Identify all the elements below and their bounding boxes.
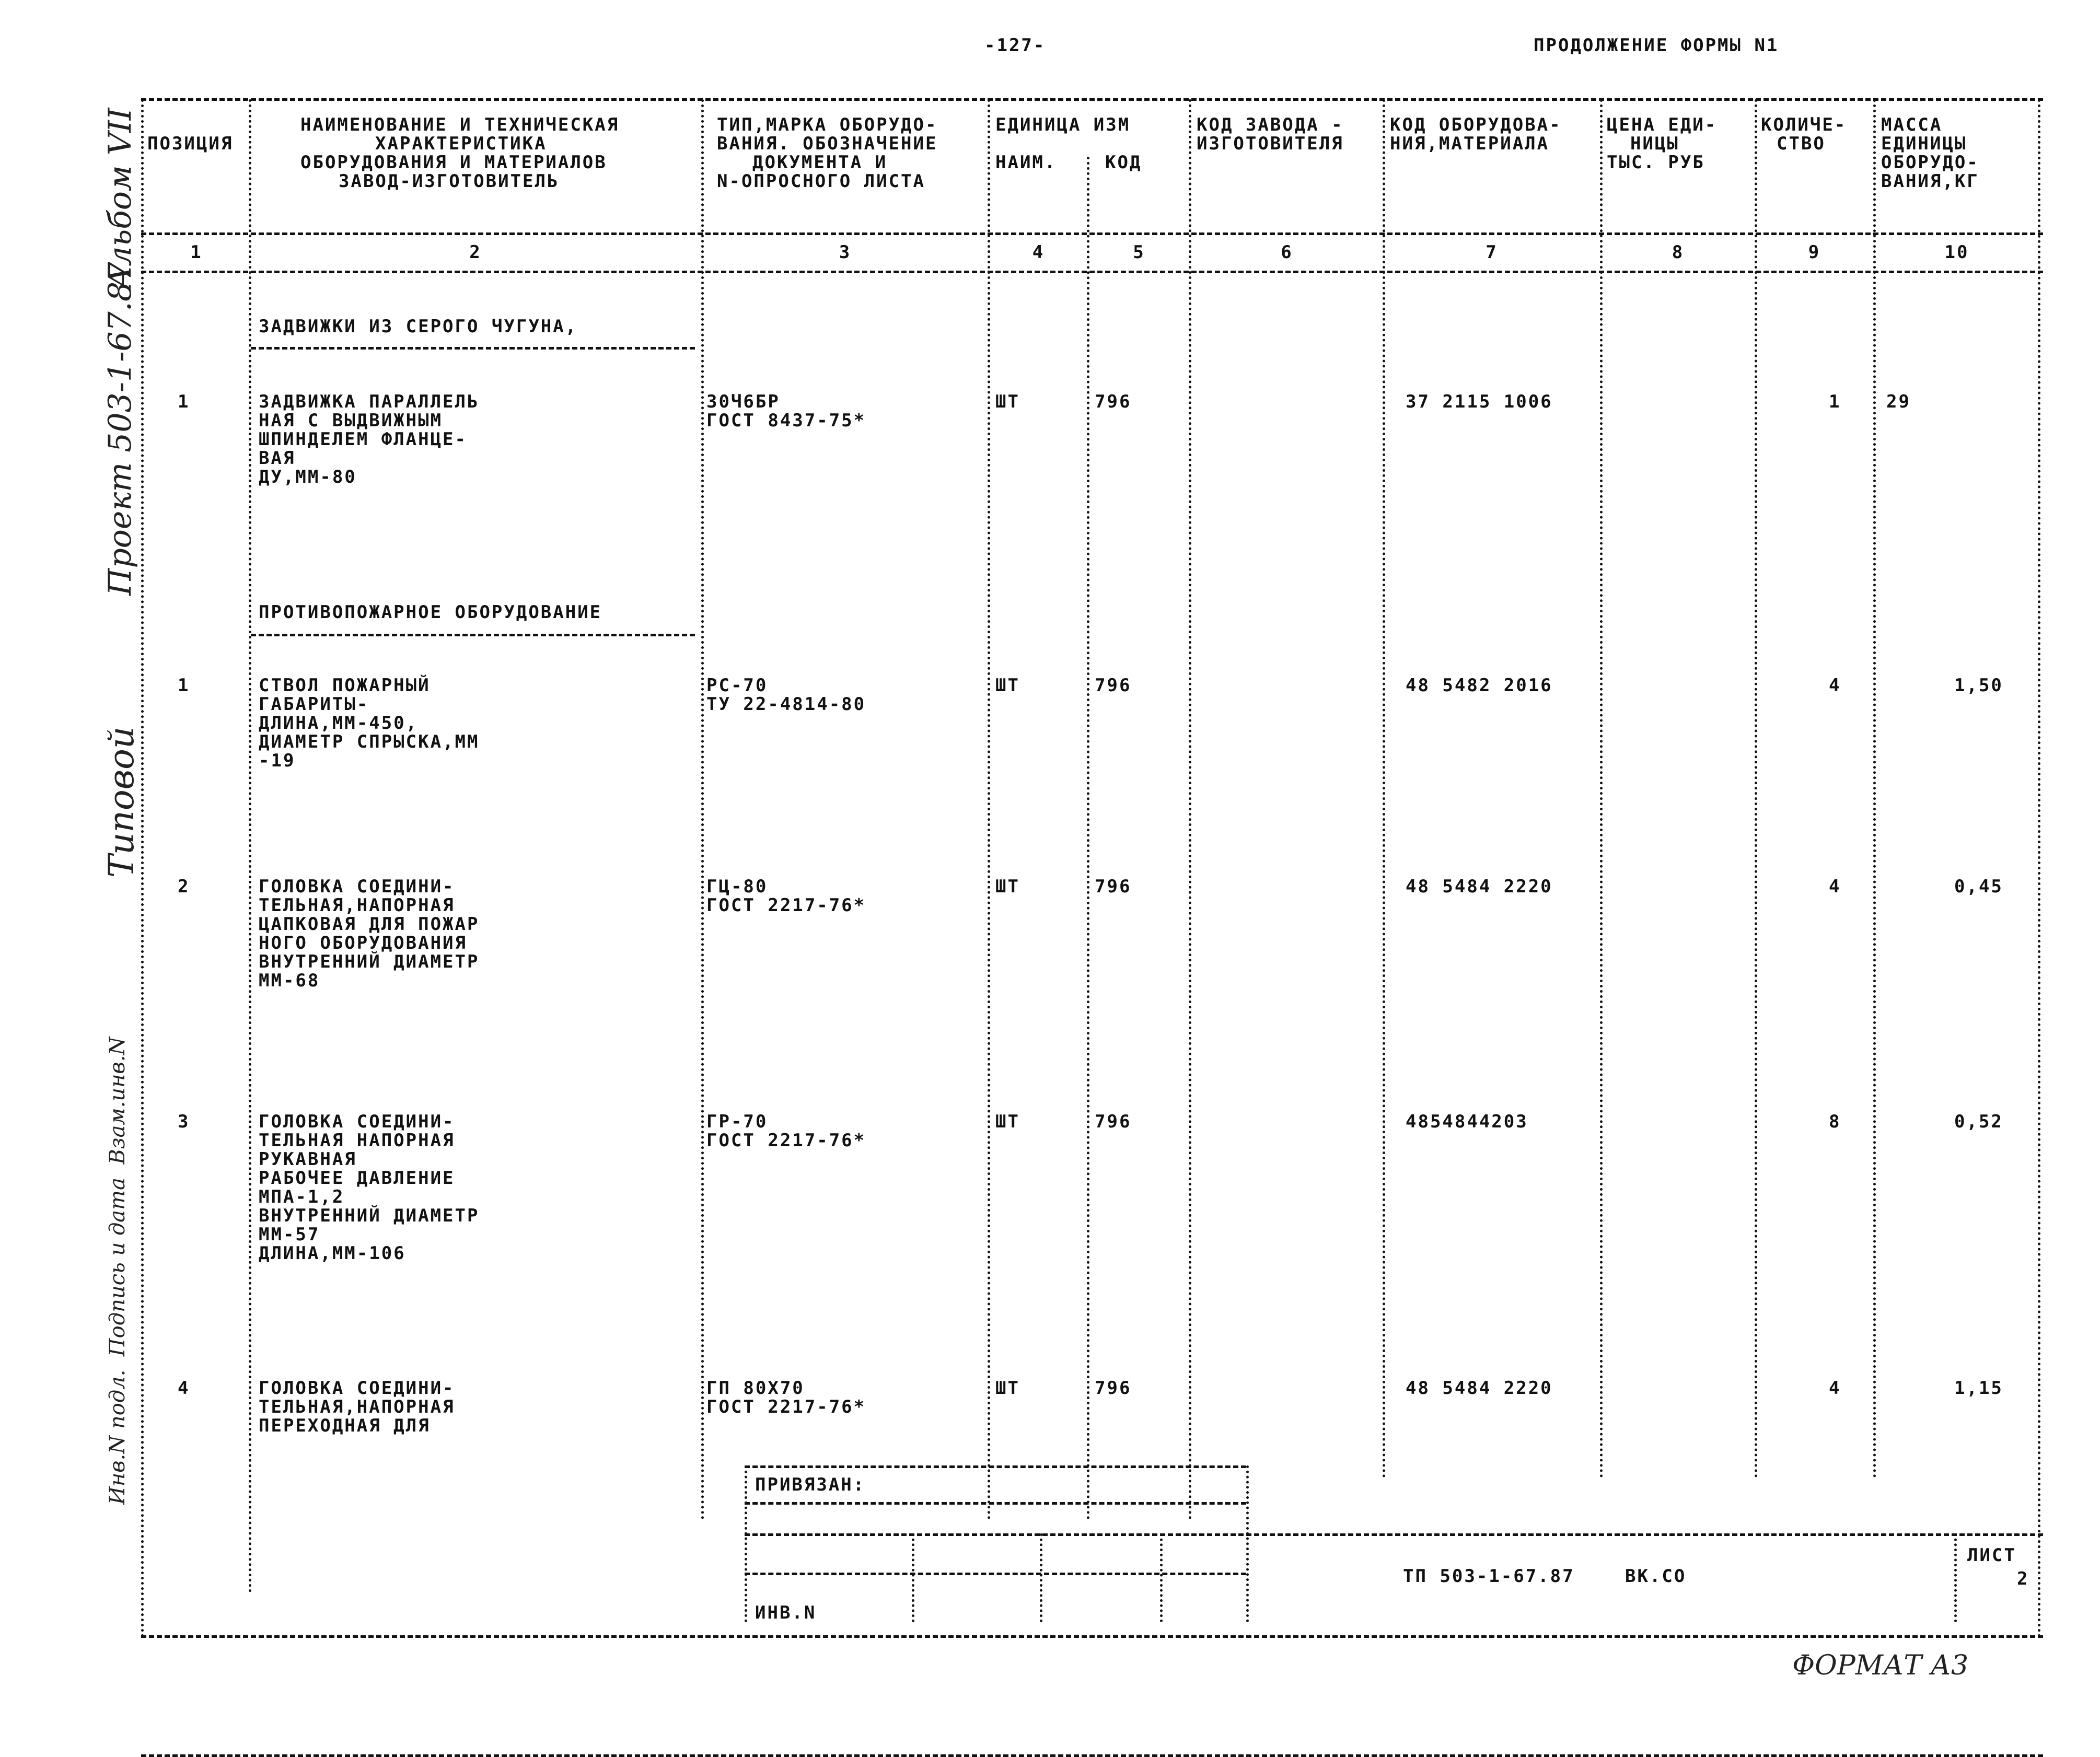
item-type: ГП 80X70 [706,1378,805,1399]
item-quantity: 4 [1829,675,1841,696]
item-quantity: 8 [1829,1111,1841,1132]
signature-stamp-labels: Инв.N подл. Подпись и дата Взам.инв.N [106,1037,130,1505]
sheet-box-border [1954,1533,1957,1622]
privyazan-label: ПРИВЯЗАН: [755,1474,866,1495]
item-quantity: 4 [1829,1378,1841,1399]
item-name-line: ГОЛОВКА СОЕДИНИ- [259,1111,455,1132]
item-name-line: ВНУТРЕННИЙ ДИАМЕТР [259,1205,480,1226]
item-equipment-code: 37 2115 1006 [1406,391,1553,412]
col-number-4: 4 [1032,242,1045,263]
col-line-7 [1600,99,1603,1479]
header-col3-line1: ТИП,МАРКА ОБОРУДО- [717,114,938,135]
section-title-valves: ЗАДВИЖКИ ИЗ СЕРОГО ЧУГУНА, [259,316,578,337]
stamp-col [912,1533,914,1622]
item-name-line: ГАБАРИТЫ- [259,694,369,715]
col-number-5: 5 [1133,242,1145,263]
col-line-right [2038,99,2040,1638]
header-col9-line2: СТВО [1777,133,1826,154]
item-type: РС-70 [706,675,768,696]
col-number-7: 7 [1486,242,1498,263]
header-col1: ПОЗИЦИЯ [147,133,234,154]
number-row-border [141,271,2043,273]
header-bottom-border [141,232,2043,235]
item-name-line: РУКАВНАЯ [259,1149,357,1170]
stamp-col [1040,1533,1042,1622]
item-name-line: ВНУТРЕННИЙ ДИАМЕТР [259,951,480,972]
header-col3-line3: ДОКУМЕНТА И [752,152,888,173]
item-mass: 1,50 [1954,675,2003,696]
item-name-line: НОГО ОБОРУДОВАНИЯ [259,933,467,953]
col-line-3 [988,99,990,1520]
header-unit-name: НАИМ. [995,152,1057,173]
col-line-left [141,99,144,1638]
col-number-6: 6 [1281,242,1293,263]
header-col8-line2: НИЦЫ [1630,133,1679,154]
header-col10-line3: ОБОРУДО- [1881,152,1979,173]
item-position: 4 [178,1378,190,1399]
item-unit: ШТ [995,1111,1020,1132]
stamp-left-border [745,1465,747,1622]
item-position: 1 [178,391,190,412]
col-line-8 [1755,99,1757,1479]
stamp-top-border [745,1465,1246,1468]
item-unit-code: 796 [1095,1378,1132,1399]
item-type-standard: ТУ 22-4814-80 [706,694,866,715]
header-col2-line4: ЗАВОД-ИЗГОТОВИТЕЛЬ [339,171,560,192]
item-unit-code: 796 [1095,876,1132,897]
header-unit-code: КОД [1105,152,1142,173]
header-col2-line1: НАИМЕНОВАНИЕ И ТЕХНИЧЕСКАЯ [300,114,620,135]
header-unit: ЕДИНИЦА ИЗМ [995,114,1131,135]
item-name-line: ТЕЛЬНАЯ НАПОРНАЯ [259,1130,455,1151]
stamp-line [745,1573,1246,1575]
typical-label: Типовой [101,726,142,878]
item-name-line: СТВОЛ ПОЖАРНЫЙ [259,675,431,696]
header-col7-line1: КОД ОБОРУДОВА- [1390,114,1562,135]
item-type: ГЦ-80 [706,876,768,897]
table-bottom-border [141,1754,2043,1757]
item-name-line: ШПИНДЕЛЕМ ФЛАНЦЕ- [259,429,467,450]
col-number-3: 3 [839,242,852,263]
item-name-line: ДЛИНА,ММ-106 [259,1243,406,1264]
col-number-9: 9 [1808,242,1821,263]
item-name-line: ГОЛОВКА СОЕДИНИ- [259,876,455,897]
item-unit: ШТ [995,675,1020,696]
item-name-line: ЗАДВИЖКА ПАРАЛЛЕЛЬ [259,391,480,412]
album-label: Альбом VII [102,108,138,290]
item-equipment-code: 48 5482 2016 [1406,675,1553,696]
header-col2-line3: ОБОРУДОВАНИЯ И МАТЕРИАЛОВ [300,152,607,173]
item-name-line: ДУ,ММ-80 [259,467,357,487]
item-name-line: НАЯ С ВЫДВИЖНЫМ [259,410,443,431]
item-name-line: ДЛИНА,ММ-450, [259,713,419,734]
item-unit-code: 796 [1095,391,1132,412]
item-type-standard: ГОСТ 2217-76* [706,895,866,916]
stamp-col [1160,1533,1163,1622]
item-position: 2 [178,876,190,897]
item-unit-code: 796 [1095,675,1132,696]
item-quantity: 4 [1829,876,1841,897]
item-type-standard: ГОСТ 2217-76* [706,1130,866,1151]
sheet-label: ЛИСТ [1967,1545,2016,1566]
stamp-line [745,1502,1246,1505]
project-label: Проект 503-1-67.87 [102,261,138,596]
item-equipment-code: 4854844203 [1406,1111,1528,1132]
item-name-line: -19 [259,750,296,771]
header-col6-line1: КОД ЗАВОДА - [1197,114,1344,135]
item-quantity: 1 [1829,391,1841,412]
header-col9-line1: КОЛИЧЕ- [1761,114,1847,135]
item-unit-code: 796 [1095,1111,1132,1132]
col-line-1 [249,99,251,1593]
item-name-line: ММ-68 [259,970,320,991]
header-col3-line4: N-ОПРОСНОГО ЛИСТА [717,171,925,192]
header-col8-line1: ЦЕНА ЕДИ- [1607,114,1718,135]
header-col3-line2: ВАНИЯ. ОБОЗНАЧЕНИЕ [717,133,938,154]
item-position: 3 [178,1111,190,1132]
document-code: ТП 503-1-67.87 [1403,1566,1575,1587]
item-name-line: ЦАПКОВАЯ ДЛЯ ПОЖАР [259,914,480,935]
sheet-bottom-border [141,1635,2043,1638]
inv-label: ИНВ.N [755,1602,817,1623]
item-mass: 0,52 [1954,1111,2003,1132]
section2-underline [251,634,695,636]
item-name-line: ТЕЛЬНАЯ,НАПОРНАЯ [259,895,455,916]
table-top-border [141,98,2043,101]
header-col2-line2: ХАРАКТЕРИСТИКА [375,133,547,154]
item-unit: ШТ [995,876,1020,897]
page-number: -127- [984,35,1046,56]
item-type-standard: ГОСТ 2217-76* [706,1397,866,1417]
item-unit: ШТ [995,1378,1020,1399]
item-equipment-code: 48 5484 2220 [1406,876,1553,897]
col-line-5 [1189,99,1191,1520]
header-col10-line4: ВАНИЯ,КГ [1881,171,1979,192]
item-name-line: МПА-1,2 [259,1186,345,1207]
col-number-8: 8 [1672,242,1685,263]
col-line-9 [1873,99,1876,1479]
paper-format: ФОРМАТ А3 [1792,1650,1969,1681]
header-col6-line2: ИЗГОТОВИТЕЛЯ [1197,133,1344,154]
sheet-number: 2 [2017,1568,2029,1589]
item-mass: 0,45 [1954,876,2003,897]
col-number-10: 10 [1944,242,1969,263]
stamp-wide-line [745,1533,2043,1536]
document-suffix: ВК.СО [1625,1566,1687,1587]
header-col8-line3: ТЫС. РУБ [1607,152,1705,173]
header-col10-line1: МАССА [1881,114,1943,135]
item-type-standard: ГОСТ 8437-75* [706,410,866,431]
item-name-line: ММ-57 [259,1224,320,1245]
section-title-fire-equipment: ПРОТИВОПОЖАРНОЕ ОБОРУДОВАНИЕ [259,602,602,623]
col-number-1: 1 [190,242,203,263]
col-line-4 [1087,157,1089,1520]
item-equipment-code: 48 5484 2220 [1406,1378,1553,1399]
stamp-right-border [1246,1465,1249,1622]
item-name-line: ПЕРЕХОДНАЯ ДЛЯ [259,1415,431,1436]
item-type: 30Ч6БР [706,391,780,412]
col-number-2: 2 [469,242,482,263]
form-continuation: ПРОДОЛЖЕНИЕ ФОРМЫ N1 [1534,35,1779,56]
item-name-line: РАБОЧЕЕ ДАВЛЕНИЕ [259,1168,455,1189]
item-name-line: ГОЛОВКА СОЕДИНИ- [259,1378,455,1399]
header-col10-line2: ЕДИНИЦЫ [1881,133,1967,154]
section1-underline [251,347,695,350]
item-name-line: ДИАМЕТР СПРЫСКА,ММ [259,731,480,752]
col-line-2 [701,99,704,1520]
item-name-line: ВАЯ [259,448,296,469]
header-col7-line2: НИЯ,МАТЕРИАЛА [1390,133,1550,154]
item-name-line: ТЕЛЬНАЯ,НАПОРНАЯ [259,1397,455,1417]
col-line-6 [1383,99,1385,1479]
item-mass: 1,15 [1954,1378,2003,1399]
item-type: ГР-70 [706,1111,768,1132]
item-mass: 29 [1886,391,1911,412]
item-unit: ШТ [995,391,1020,412]
item-position: 1 [178,675,190,696]
